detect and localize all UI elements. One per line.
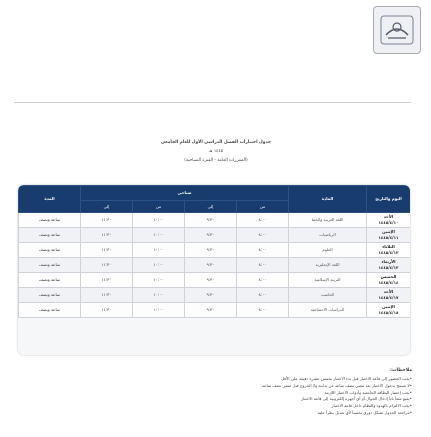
time-to-1-cell: ٩:٣٠	[185, 258, 237, 273]
time-to-1-cell: ٩:٣٠	[185, 273, 237, 288]
time-to-1-cell: ٩:٣٠	[185, 303, 237, 318]
day-label: الخميس	[380, 274, 397, 279]
time-to-1-cell: ٩:٣٠	[185, 213, 237, 228]
time-to-1-cell: ٩:٣٠	[185, 288, 237, 303]
table-row	[19, 213, 411, 228]
duration-cell: ساعة ونصف	[19, 243, 81, 258]
table-row	[19, 288, 411, 303]
time-to-2-cell: ١١:٣٠	[81, 213, 133, 228]
note-item: • يجب الالتزام بالهدوء والنظام داخل قاعة الاختبار	[22, 403, 412, 410]
date-label: ١٤٤٥/٤/١٤	[378, 280, 399, 285]
note-item: • يمنع منعاً باتاً إدخال الجوال أو أي أجهزة إلكترونية إلى قاعة الاختبار	[22, 396, 412, 403]
sub-col-from-1: من	[237, 201, 289, 213]
day-cell	[367, 258, 411, 273]
day-label: الأربعاء	[381, 259, 396, 264]
col-header-subject: المادة	[289, 186, 367, 213]
time-from-1-cell: ٨:٠٠	[237, 213, 289, 228]
note-item: • يجب إحضار البطاقة الجامعية وأدوات الاختبار اللازمة	[22, 390, 412, 397]
duration-cell: ساعة ونصف	[19, 303, 81, 318]
notes-section	[22, 368, 412, 417]
subject-cell: اللغة الإنجليزية	[289, 258, 367, 273]
table-row	[19, 243, 411, 258]
table-row	[19, 258, 411, 273]
table-row	[19, 303, 411, 318]
time-from-1-cell: ٨:٠٠	[237, 273, 289, 288]
day-label: الأحد	[383, 289, 394, 294]
title-line-3: (المقررات العامة - الفترة الصباحية)	[184, 158, 248, 163]
col-header-duration: المدة	[19, 186, 81, 213]
time-from-2-cell: ١٠:٠٠	[133, 243, 185, 258]
subject-cell: الرياضيات	[289, 228, 367, 243]
day-cell	[367, 243, 411, 258]
day-cell	[367, 273, 411, 288]
time-to-2-cell: ١١:٣٠	[81, 258, 133, 273]
emblem-icon	[380, 15, 414, 45]
date-label: ١٤٤٥/٤/١٣	[378, 265, 399, 270]
duration-cell: ساعة ونصف	[19, 258, 81, 273]
title-line-1: جدول اختبارات الفصل الدراسي الأول للعام الجامعي	[160, 140, 272, 145]
date-label: ١٤٤٥/٤/١٠	[378, 220, 399, 225]
time-from-1-cell: ٨:٠٠	[237, 288, 289, 303]
notes-heading: ملاحظات:	[390, 368, 412, 373]
duration-cell: ساعة ونصف	[19, 213, 81, 228]
date-label: ١٤٤٥/٤/١٢	[378, 250, 399, 255]
note-item: • يجب الحضور إلى قاعة الاختبار قبل بدء الاختبار بخمس عشرة دقيقة على الأقل	[22, 376, 412, 383]
sub-col-to-2: إلى	[81, 201, 133, 213]
table-row	[19, 273, 411, 288]
day-label: الإثنين	[382, 229, 395, 234]
day-cell	[367, 228, 411, 243]
time-to-2-cell: ١١:٣٠	[81, 303, 133, 318]
time-to-1-cell: ٩:٣٠	[185, 228, 237, 243]
time-from-1-cell: ٨:٠٠	[237, 258, 289, 273]
note-item: • لا يسمح بدخول الاختبار بعد مضي نصف ساعة من بدايته ولا الخروج قبل مضي نصف ساعة	[22, 383, 412, 390]
schedule-table-container	[18, 185, 410, 355]
day-cell	[367, 303, 411, 318]
time-to-1-cell: ٩:٣٠	[185, 243, 237, 258]
time-from-2-cell: ١٠:٠٠	[133, 258, 185, 273]
day-cell	[367, 213, 411, 228]
day-label: الإثنين	[382, 304, 395, 309]
subject-cell: الحاسب	[289, 288, 367, 303]
subject-cell: العلوم	[289, 243, 367, 258]
time-from-1-cell: ٨:٠٠	[237, 243, 289, 258]
day-cell	[367, 288, 411, 303]
date-label: ١٤٤٥/٤/١١	[378, 235, 399, 240]
time-to-2-cell: ١١:٣٠	[81, 288, 133, 303]
time-to-2-cell: ١١:٣٠	[81, 273, 133, 288]
subject-cell: الدراسات الاجتماعية	[289, 303, 367, 318]
sub-col-to-1: إلى	[185, 201, 237, 213]
time-from-1-cell: ٨:٠٠	[237, 228, 289, 243]
time-from-2-cell: ١٠:٠٠	[133, 213, 185, 228]
sub-col-from-2: من	[133, 201, 185, 213]
day-label: الثلاثاء	[382, 244, 395, 249]
schedule-rows	[19, 213, 411, 318]
document-title	[110, 138, 322, 165]
notes-list	[22, 376, 412, 417]
title-line-2: ١٤٤٥ هـ	[208, 149, 224, 154]
table-row	[19, 228, 411, 243]
time-from-2-cell: ١٠:٠٠	[133, 288, 185, 303]
subject-cell: التربية الإسلامية	[289, 273, 367, 288]
time-from-2-cell: ١٠:٠٠	[133, 273, 185, 288]
header-divider	[14, 102, 411, 103]
date-label: ١٤٤٥/٤/١٨	[378, 310, 399, 315]
time-to-2-cell: ١١:٣٠	[81, 243, 133, 258]
exam-schedule-table	[18, 185, 410, 318]
date-label: ١٤٤٥/٤/١٧	[378, 295, 399, 300]
subject-cell: اللغة العربية والخط	[289, 213, 367, 228]
note-item: • مراجعة الجدول بشكل دوري تحسباً لأي تعديل يطرأ عليه	[22, 410, 412, 417]
day-label: الأحد	[383, 214, 394, 219]
duration-cell: ساعة ونصف	[19, 228, 81, 243]
time-from-2-cell: ١٠:٠٠	[133, 303, 185, 318]
col-header-morning: صباحي	[81, 186, 289, 201]
duration-cell: ساعة ونصف	[19, 273, 81, 288]
time-to-2-cell: ١١:٣٠	[81, 228, 133, 243]
time-from-1-cell: ٨:٠٠	[237, 303, 289, 318]
time-from-2-cell: ١٠:٠٠	[133, 228, 185, 243]
institution-logo	[373, 6, 421, 54]
col-header-day-date: اليوم والتاريخ	[367, 186, 411, 213]
duration-cell: ساعة ونصف	[19, 288, 81, 303]
